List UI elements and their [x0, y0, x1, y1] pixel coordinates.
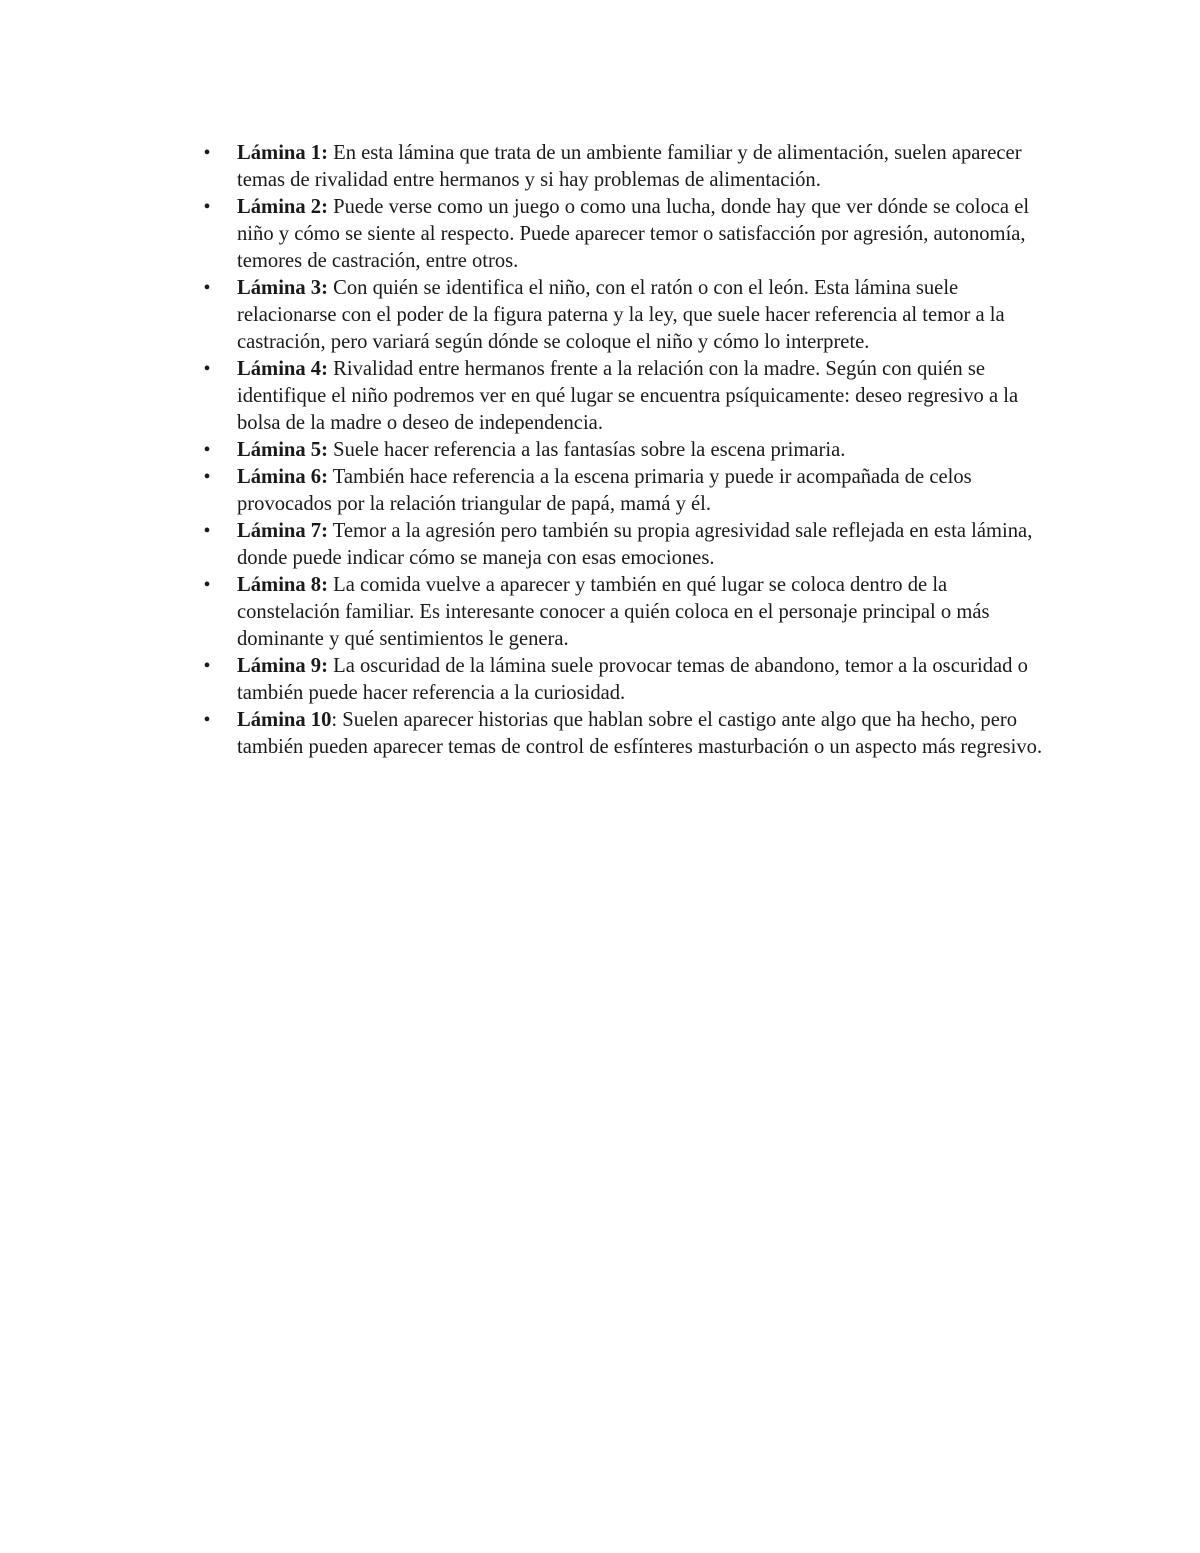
- bullet-icon: •: [203, 466, 211, 488]
- item-text: : Suelen aparecer historias que hablan sobre el castigo ante algo que ha hecho, pero también pueden aparecer temas de control de esfínteres masturbación o un aspecto más regresivo.: [237, 709, 1043, 758]
- item-label: Lámina 4:: [237, 358, 328, 380]
- item-text: Con quién se identifica el niño, con el ratón o con el león. Esta lámina suele relacionarse con el poder de la figura paterna y la ley, que suele hacer referencia al temor a la castración, pero variará según dónde se coloque el niño y cómo lo interprete.: [237, 277, 1005, 353]
- item-text: Temor a la agresión pero también su propia agresividad sale reflejada en esta lámina, donde puede indicar cómo se maneja con esas emociones.: [237, 520, 1033, 569]
- item-label: Lámina 9:: [237, 655, 328, 677]
- bullet-icon: •: [203, 439, 211, 461]
- list-item: [194, 437, 1044, 464]
- item-text: Suele hacer referencia a las fantasías sobre la escena primaria.: [327, 439, 846, 461]
- bullet-icon: •: [203, 574, 211, 596]
- list-item: [194, 140, 1044, 194]
- item-text: Puede verse como un juego o como una lucha, donde hay que ver dónde se coloca el niño y cómo se siente al respecto. Puede aparecer temor o satisfacción por agresión, autonomía, temores de castración, entre otros.: [237, 196, 1030, 272]
- list-item: [194, 572, 1044, 653]
- bullet-icon: •: [203, 277, 211, 299]
- list-item: [194, 464, 1044, 518]
- item-label: Lámina 5:: [237, 439, 328, 461]
- bullet-icon: •: [203, 142, 211, 164]
- item-label: Lámina 1:: [237, 142, 328, 164]
- list-item: [194, 356, 1044, 437]
- list-item: [194, 275, 1044, 356]
- list-item: [194, 707, 1044, 761]
- item-label: Lámina 8:: [237, 574, 328, 596]
- item-text: También hace referencia a la escena primaria y puede ir acompañada de celos provocados por la relación triangular de papá, mamá y él.: [237, 466, 972, 515]
- list-item: [194, 518, 1044, 572]
- bullet-icon: •: [203, 358, 211, 380]
- bullet-icon: •: [203, 709, 211, 731]
- bullet-icon: •: [203, 655, 211, 677]
- item-label: Lámina 7:: [237, 520, 328, 542]
- item-label: Lámina 3:: [237, 277, 328, 299]
- item-text: Rivalidad entre hermanos frente a la relación con la madre. Según con quién se identifique el niño podremos ver en qué lugar se encuentra psíquicamente: deseo regresivo a la bolsa de la madre o deseo de independencia.: [237, 358, 1019, 434]
- bullet-icon: •: [203, 520, 211, 542]
- lamina-list: [194, 140, 1044, 761]
- item-text: La comida vuelve a aparecer y también en qué lugar se coloca dentro de la constelación familiar. Es interesante conocer a quién coloca en el personaje principal o más dominante y qué sentimientos le genera.: [237, 574, 990, 650]
- item-label: Lámina 6:: [237, 466, 328, 488]
- item-label: Lámina 10: [237, 709, 332, 731]
- item-label: Lámina 2:: [237, 196, 328, 218]
- list-item: [194, 194, 1044, 275]
- item-text: En esta lámina que trata de un ambiente familiar y de alimentación, suelen aparecer temas de rivalidad entre hermanos y si hay problemas de alimentación.: [237, 142, 1022, 191]
- bullet-icon: •: [203, 196, 211, 218]
- list-item: [194, 653, 1044, 707]
- item-text: La oscuridad de la lámina suele provocar temas de abandono, temor a la oscuridad o también puede hacer referencia a la curiosidad.: [237, 655, 1028, 704]
